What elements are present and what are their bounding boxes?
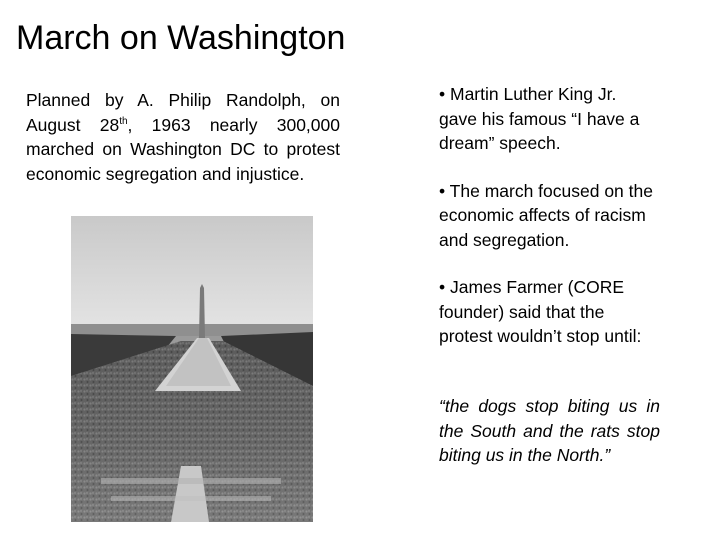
bullet-list	[439, 82, 659, 372]
bullet-james-farmer: • James Farmer (CORE founder) said that the protest wouldn’t stop until:	[439, 277, 642, 346]
bullet-king-speech: • Martin Luther King Jr. gave his famous “I have a dream” speech.	[439, 84, 640, 153]
march-photo	[71, 216, 313, 522]
farmer-quote: “the dogs stop biting us in the South and the rats stop biting us in the North.”	[439, 396, 660, 465]
bullet-economic-focus: • The march focused on the economic affects of racism and segregation.	[439, 180, 653, 250]
intro-text-start: Planned by A. Philip Randolph, on August 28	[26, 90, 340, 135]
intro-paragraph	[26, 88, 340, 186]
slide-title: March on Washington	[16, 19, 346, 57]
intro-text-end: , 1963 nearly 300,000 marched on Washington DC to protest economic segregation and injustice.	[26, 114, 340, 184]
ordinal-suffix: th	[119, 115, 128, 127]
